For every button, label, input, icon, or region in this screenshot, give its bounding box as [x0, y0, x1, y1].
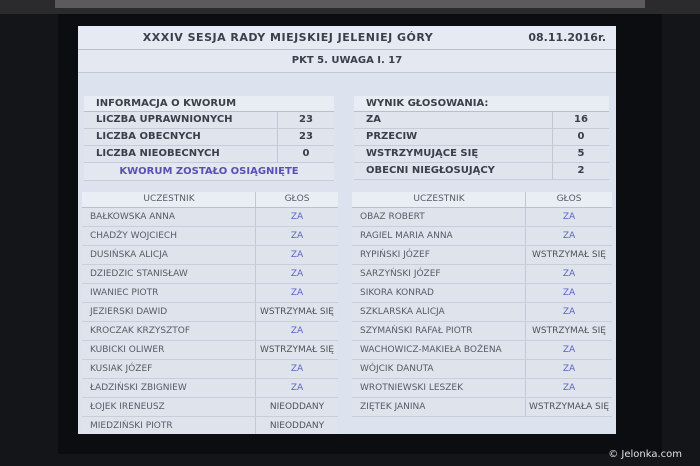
top-frame-bar — [55, 0, 645, 8]
result-row — [354, 163, 609, 180]
participant-name: DZIEDZIC STANISŁAW — [90, 269, 188, 279]
vote-value: ZA — [255, 322, 338, 340]
participant-name: KROCZAK KRZYSZTOF — [90, 326, 191, 336]
vote-value: ZA — [525, 227, 612, 245]
col-header-vote: GŁOS — [255, 192, 338, 207]
vote-value: ZA — [525, 360, 612, 378]
session-title: XXXIV SESJA RADY MIEJSKIEJ JELENIEJ GÓRY — [142, 31, 434, 44]
top-frame-strip — [0, 0, 700, 14]
quorum-row — [84, 129, 334, 146]
result-row — [354, 146, 609, 163]
participant-name: SZYMAŃSKI RAFAŁ PIOTR — [360, 326, 473, 336]
vote-row — [82, 398, 338, 417]
vote-row — [352, 208, 612, 227]
result-row-label: ZA — [366, 114, 381, 125]
vote-value: ZA — [525, 265, 612, 283]
vote-value: NIEODDANY — [255, 417, 338, 434]
result-row-label: WSTRZYMUJĄCE SIĘ — [366, 148, 479, 159]
quorum-row-label: LICZBA UPRAWNIONYCH — [96, 114, 233, 125]
vote-value: WSTRZYMAŁ SIĘ — [255, 303, 338, 321]
vote-row — [82, 341, 338, 360]
vote-row — [352, 284, 612, 303]
quorum-row — [84, 146, 334, 163]
votes-rows-left — [82, 208, 338, 434]
result-row — [354, 112, 609, 129]
votes-table-left — [82, 192, 338, 434]
quorum-status: KWORUM ZOSTAŁO OSIĄGNIĘTE — [84, 163, 334, 181]
vote-result-panel — [354, 96, 609, 180]
result-row-value: 2 — [552, 163, 609, 179]
col-header-participant: UCZESTNIK — [413, 194, 465, 204]
vote-row — [82, 208, 338, 227]
quorum-row-value: 23 — [277, 112, 334, 128]
participant-name: CHADŻY WOJCIECH — [90, 231, 177, 241]
result-row-label: PRZECIW — [366, 131, 418, 142]
vote-row — [82, 417, 338, 434]
col-header-vote: GŁOS — [525, 192, 612, 207]
vote-value: ZA — [525, 341, 612, 359]
vote-value: ZA — [255, 265, 338, 283]
vote-row — [352, 322, 612, 341]
quorum-heading: INFORMACJA O KWORUM — [84, 96, 334, 112]
result-row-label: OBECNI NIEGŁOSUJĄCY — [366, 165, 495, 176]
table-header — [82, 192, 338, 208]
vote-row — [82, 379, 338, 398]
quorum-row-label: LICZBA NIEOBECNYCH — [96, 148, 220, 159]
result-row-value: 5 — [552, 146, 609, 162]
vote-value: ZA — [525, 379, 612, 397]
quorum-panel — [84, 96, 334, 181]
participant-name: OBAZ ROBERT — [360, 212, 425, 222]
participant-name: WÓJCIK DANUTA — [360, 364, 434, 374]
agenda-item: PKT 5. UWAGA I. 17 — [78, 50, 616, 73]
session-header — [78, 26, 616, 50]
vote-value: ZA — [255, 227, 338, 245]
vote-value: WSTRZYMAŁ SIĘ — [255, 341, 338, 359]
quorum-row-value: 0 — [277, 146, 334, 162]
result-row-value: 16 — [552, 112, 609, 128]
quorum-row-label: LICZBA OBECNYCH — [96, 131, 201, 142]
vote-value: ZA — [525, 208, 612, 226]
vote-row — [82, 322, 338, 341]
vote-value: ZA — [255, 208, 338, 226]
participant-name: BAŁKOWSKA ANNA — [90, 212, 176, 222]
vote-value: ZA — [255, 360, 338, 378]
voting-display-screen — [78, 26, 616, 434]
vote-row — [82, 284, 338, 303]
vote-row — [82, 303, 338, 322]
vote-row — [352, 398, 612, 417]
vote-row — [82, 227, 338, 246]
vote-row — [352, 360, 612, 379]
vote-row — [82, 360, 338, 379]
participant-name: ŁOJEK IRENEUSZ — [90, 402, 165, 412]
participant-name: IWANIEC PIOTR — [90, 288, 159, 298]
votes-table-right — [352, 192, 612, 417]
participant-name: KUBICKI OLIWER — [90, 345, 165, 355]
participant-name: KUSIAK JÓZEF — [90, 364, 153, 374]
vote-row — [82, 246, 338, 265]
result-row-value: 0 — [552, 129, 609, 145]
vote-value: ZA — [255, 379, 338, 397]
participant-name: WACHOWICZ-MAKIEŁA BOŻENA — [360, 345, 502, 355]
vote-value: ZA — [525, 284, 612, 302]
vote-value: WSTRZYMAŁ SIĘ — [525, 322, 612, 340]
table-header — [352, 192, 612, 208]
vote-value: NIEODDANY — [255, 398, 338, 416]
participant-name: MIEDZIŃSKI PIOTR — [90, 421, 173, 431]
vote-row — [352, 303, 612, 322]
vote-value: ZA — [255, 246, 338, 264]
participant-name: SIKORA KONRAD — [360, 288, 434, 298]
photo-credit: © Jelonka.com — [608, 449, 682, 460]
participant-name: JEZIERSKI DAWID — [90, 307, 168, 317]
result-row — [354, 129, 609, 146]
participant-name: RYPIŃSKI JÓZEF — [360, 250, 430, 260]
quorum-row — [84, 112, 334, 129]
vote-row — [82, 265, 338, 284]
vote-row — [352, 379, 612, 398]
session-date: 08.11.2016r. — [528, 31, 606, 44]
vote-value: ZA — [525, 303, 612, 321]
quorum-row-value: 23 — [277, 129, 334, 145]
participant-name: SARZYŃSKI JÓZEF — [360, 269, 441, 279]
result-heading: WYNIK GŁOSOWANIA: — [354, 96, 609, 112]
col-header-participant: UCZESTNIK — [143, 194, 195, 204]
participant-name: WROTNIEWSKI LESZEK — [360, 383, 464, 393]
participant-name: RAGIEL MARIA ANNA — [360, 231, 453, 241]
votes-rows-right — [352, 208, 612, 417]
participant-name: SZKLARSKA ALICJA — [360, 307, 445, 317]
vote-row — [352, 246, 612, 265]
participant-name: ZIĘTEK JANINA — [360, 402, 426, 412]
vote-value: ZA — [255, 284, 338, 302]
vote-row — [352, 265, 612, 284]
participant-name: DUSIŃSKA ALICJA — [90, 250, 168, 260]
vote-row — [352, 341, 612, 360]
vote-value: WSTRZYMAŁ SIĘ — [525, 246, 612, 264]
participant-name: ŁADZIŃSKI ZBIGNIEW — [90, 383, 187, 393]
vote-value: WSTRZYMAŁA SIĘ — [525, 398, 612, 416]
vote-row — [352, 227, 612, 246]
